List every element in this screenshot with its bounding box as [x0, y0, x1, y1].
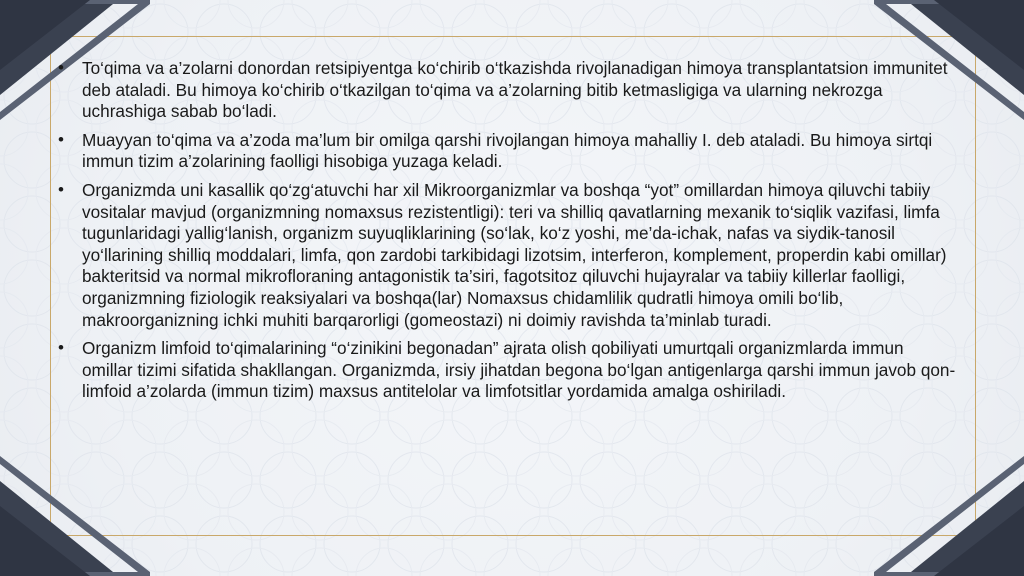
bullet-text: Organizm limfoid to‘qimalarining “o‘zinikini begonadan” ajrata olish qobiliyati umurtqali organizmlarda immun omillar tizimi sifatida shakllangan. Organizmda, irsiy jihatdan begona bo‘lgan antigenlarga qarshi immun javob qon-limfoid a’zolarda (immun tizim) maxsus antitelolar va limfotsitlar yordamida amalga oshiriladi.: [82, 338, 956, 402]
bullet-item: [56, 338, 956, 403]
corner-ornament-bottom-left: [0, 456, 150, 576]
bullet-dot-icon: •: [58, 179, 64, 199]
corner-ornament-bottom-right: [874, 456, 1024, 576]
bullet-text: Muayyan to‘qima va a’zoda ma’lum bir omilga qarshi rivojlangan himoya mahalliy I. deb ataladi. Bu himoya sirtqi immun tizim a’zolarining faolligi hisobiga yuzaga keladi.: [82, 129, 933, 172]
bullet-text: To‘qima va a’zolarni donordan retsipiyentga ko‘chirib o‘tkazishda rivojlanadigan himoya transplantatsion immunitet deb ataladi. Bu himoya ko‘chirib o‘tkazilgan to‘qima va a’zolarning bitib ketmasligiga va ularning nekrozga uchrashiga sabab bo‘ladi.: [82, 58, 948, 122]
bullet-dot-icon: •: [58, 338, 64, 358]
bullet-item: [56, 180, 956, 331]
bullet-list: [56, 58, 956, 403]
bullet-text: Organizmda uni kasallik qo‘zg‘atuvchi har xil Mikroorganizmlar va boshqa “yot” omillardan himoya qiluvchi tabiiy vositalar mavjud (organizmning nomaxsus rezistentligi): teri va shilliq qavatlarning mexanik to‘siqlik vazifasi, limfa tugunlaridagi yallig‘lanish, organizm suyuqliklarining (so‘lak, ko‘z yoshi, me’da-ichak, nafas va siydik-tanosil yo‘llarining shilliq moddalari, limfa, qon zardobi tarkibidagi lizotsim, interferon, komplement, properdin kabi omillar) bakteritsid va normal mikrofloraning antagonistik ta’siri, fagotsitoz qiluvchi hujayralar va tabiiy killerlar faolligi, organizmning fiziologik reaksiyalari va boshqa(lar) Nomaxsus chidamlilik qudratli himoya omili bo‘lib, makroorganizning ichki muhiti barqarorligi (gomeostazi) ni doimiy ravishda ta’minlab turadi.: [82, 179, 947, 330]
slide-content: [56, 58, 956, 410]
bullet-item: [56, 58, 956, 123]
bullet-dot-icon: •: [58, 129, 64, 149]
bullet-item: [56, 130, 956, 173]
bullet-dot-icon: •: [58, 58, 64, 77]
